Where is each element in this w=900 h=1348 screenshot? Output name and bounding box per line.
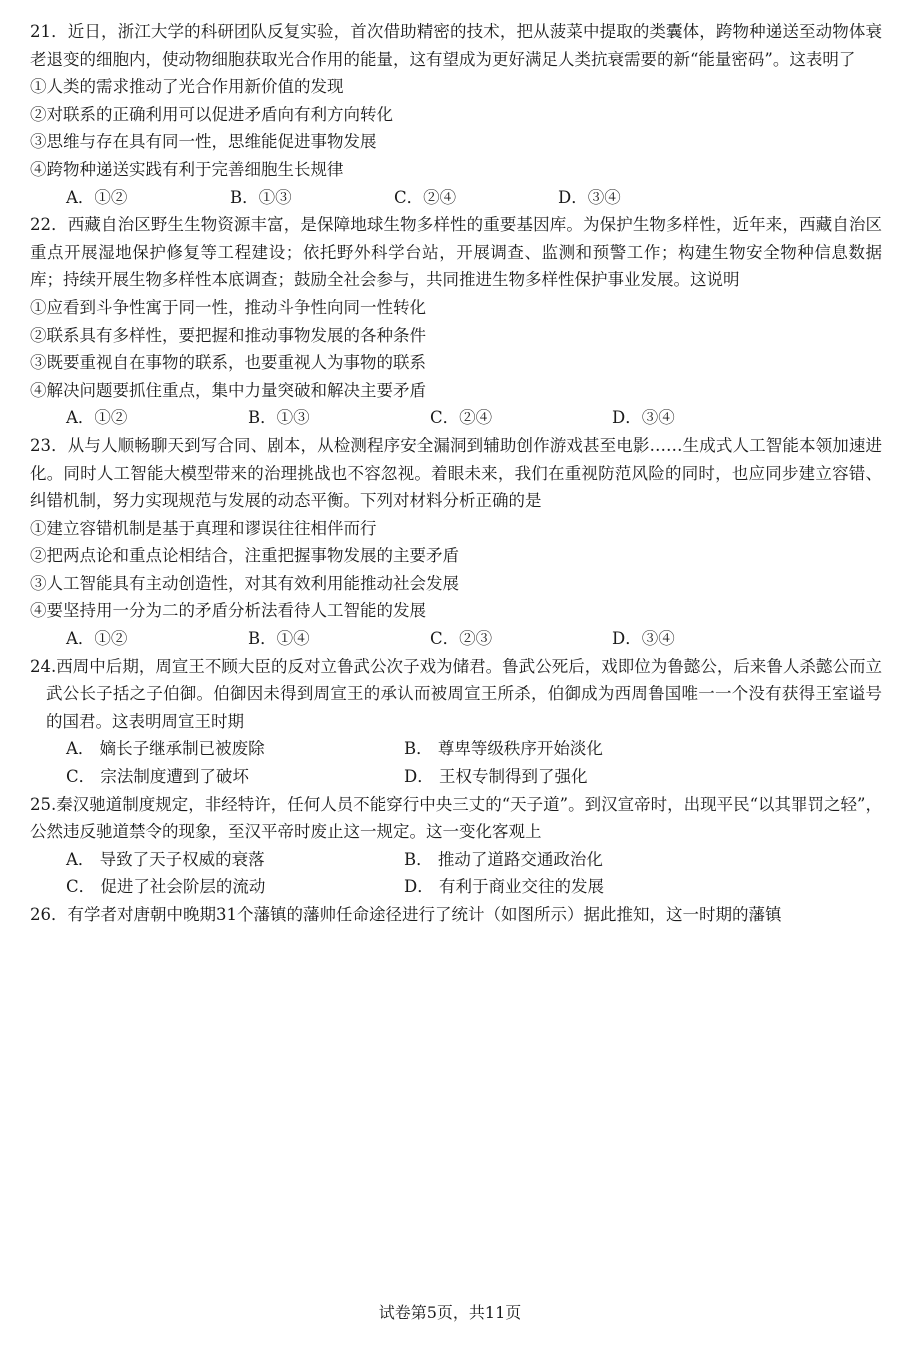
option-d: D． 王权专制得到了强化 xyxy=(404,767,588,787)
question-stem: 22．西藏自治区野生生物资源丰富，是保障地球生物多样性的重要基因库。为保护生物多样性，近年来，西藏自治区重点开展湿地保护修复等工程建设；依托野外科学台站，开展调查、监测和预警工作；构建生物安全物种信息数据库；持续开展生物多样性本底调查；鼓励全社会参与，共同推进生物多样性保护事业发展。这说明 xyxy=(30,215,882,290)
option-b: B．①③ xyxy=(230,187,292,207)
statement-4: ④跨物种递送实践有利于完善细胞生长规律 xyxy=(30,159,344,179)
option-d: D．③④ xyxy=(558,187,621,207)
question-stem: 23．从与人顺畅聊天到写合同、剧本，从检测程序安全漏洞到辅助创作游戏甚至电影……生成式人工智能本领加速进化。同时人工智能大模型带来的治理挑战也不容忽视。着眼未来，我们在重视防范风险的同时，也应同步建立容错、纠错机制，努力实现规范与发展的动态平衡。下列对材料分析正确的是 xyxy=(30,435,882,511)
question-21 xyxy=(30,18,882,211)
answer-options-row-1 xyxy=(30,846,882,874)
question-25 xyxy=(30,791,882,901)
question-stem: 21．近日，浙江大学的科研团队反复实验，首次借助精密的技术，把从菠菜中提取的类囊体，跨物种递送至动物体衰老退变的细胞内，使动物细胞获取光合作用的能量，这有望成为更好满足人类抗衰需要的新“能量密码”。这表明了 xyxy=(30,22,882,69)
option-c: C． 宗法制度遭到了破坏 xyxy=(66,767,249,787)
question-stem: 24.西周中后期，周宣王不顾大臣的反对立鲁武公次子戏为储君。鲁武公死后，戏即位为鲁懿公，后来鲁人杀懿公而立武公长子括之子伯御。伯御因未得到周宣王的承认而被周宣王所杀，伯御成为西周鲁国唯一一个没有获得王室谥号的国君。这表明周宣王时期 xyxy=(30,656,882,731)
option-a: A．①② xyxy=(66,408,128,428)
statement-1: ①应看到斗争性寓于同一性，推动斗争性向同一性转化 xyxy=(30,297,426,317)
option-a: A． 导致了天子权威的衰落 xyxy=(66,849,265,869)
option-a: A．①② xyxy=(66,629,128,649)
question-24 xyxy=(30,653,882,791)
statement-1: ①建立容错机制是基于真理和谬误往往相伴而行 xyxy=(30,518,377,538)
option-c: C．②③ xyxy=(430,629,493,649)
question-22 xyxy=(30,211,882,432)
option-b: B． 尊卑等级秩序开始淡化 xyxy=(404,739,603,759)
page-footer: 试卷第5页，共11页 xyxy=(378,1303,522,1322)
option-a: A．①② xyxy=(66,187,128,207)
statement-1: ①人类的需求推动了光合作用新价值的发现 xyxy=(30,77,344,97)
exam-page xyxy=(30,18,882,929)
question-23 xyxy=(30,432,882,653)
statement-3: ③人工智能具有主动创造性，对其有效利用能推动社会发展 xyxy=(30,573,459,593)
question-stem: 25.秦汉驰道制度规定，非经特许，任何人员不能穿行中央三丈的“天子道”。到汉宣帝时，出现平民“以其罪罚之轻”，公然违反驰道禁令的现象，至汉平帝时废止这一规定。这一变化客观上 xyxy=(30,794,882,842)
option-c: C．②④ xyxy=(394,187,457,207)
option-c: C．②④ xyxy=(430,408,493,428)
option-d: D． 有利于商业交往的发展 xyxy=(404,877,604,897)
statement-2: ②联系具有多样性，要把握和推动事物发展的各种条件 xyxy=(30,325,426,345)
statement-3: ③思维与存在具有同一性，思维能促进事物发展 xyxy=(30,132,377,152)
question-26 xyxy=(30,901,882,929)
answer-options-row-2 xyxy=(30,873,882,901)
option-a: A． 嫡长子继承制已被废除 xyxy=(66,739,265,759)
statement-4: ④解决问题要抓住重点，集中力量突破和解决主要矛盾 xyxy=(30,380,426,400)
option-b: B．①③ xyxy=(248,408,310,428)
statement-2: ②把两点论和重点论相结合，注重把握事物发展的主要矛盾 xyxy=(30,546,459,566)
statement-2: ②对联系的正确利用可以促进矛盾向有利方向转化 xyxy=(30,104,393,124)
option-b: B． 推动了道路交通政治化 xyxy=(404,849,603,869)
statement-4: ④要坚持用一分为二的矛盾分析法看待人工智能的发展 xyxy=(30,601,426,621)
answer-options-row-1 xyxy=(30,735,882,763)
statement-3: ③既要重视自在事物的联系，也要重视人为事物的联系 xyxy=(30,353,426,373)
answer-options xyxy=(30,404,882,432)
option-c: C． 促进了社会阶层的流动 xyxy=(66,877,266,897)
option-d: D．③④ xyxy=(612,629,675,649)
answer-options-row-2 xyxy=(30,763,882,791)
answer-options xyxy=(30,184,882,212)
option-b: B．①④ xyxy=(248,629,310,649)
answer-options xyxy=(30,625,882,653)
option-d: D．③④ xyxy=(612,408,675,428)
question-stem: 26．有学者对唐朝中晚期31个藩镇的藩帅任命途径进行了统计（如图所示）据此推知，这一时期的藩镇 xyxy=(30,905,782,924)
